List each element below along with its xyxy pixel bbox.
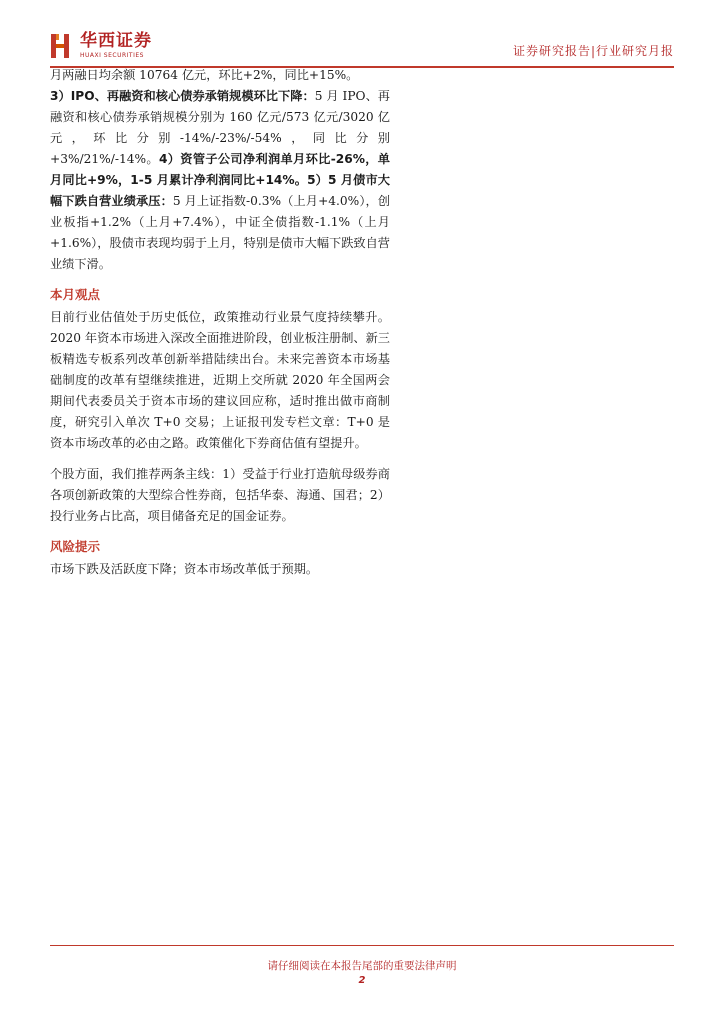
text-asset-mgmt-heading: 4）资管子公司净利润单月环比-26%，单月同比+9%，1-5 月累计净利润同比+14%。5）5 月债市大幅下跌自营业绩承压： [50,152,390,208]
report-body [50,65,390,580]
text-market-detail: 5 月上证指数-0.3%（上月+4.0%），创业板指+1.2%（上月+7.4%），中证全债指数-1.1%（上月+1.6%），股债市表现均弱于上月，特别是债市大幅下跌致自营业绩下滑。 [50,194,391,271]
paragraph-monthly-view: 目前行业估值处于历史低位，政策推动行业景气度持续攀升。2020 年资本市场进入深改全面推进阶段，创业板注册制、新三板精选专板系列改革创新举措陆续出台。未来完善资本市场基础制度的改革有望继续推进，近期上交所就 2020 年全国两会期间代表委员关于资本市场的建议回应称，适时推出做市商制度，研究引入单次 T+0 交易；上证报刊发专栏文章：T+0 是资本市场改革的必由之路。政策催化下券商估值有望提升。 [50,310,390,450]
text-ipo-heading: 3）IPO、再融资和核心债券承销规模环比下降： [50,89,315,103]
logo-name-cn: 华西证券 [80,31,152,51]
footer-divider [50,945,674,946]
legal-notice: 请仔细阅读在本报告尾部的重要法律声明 [267,960,457,972]
page-number: 2 [358,975,366,986]
paragraph-stock-picks: 个股方面，我们推荐两条主线：1）受益于行业打造航母级券商各项创新政策的大型综合性券商，包括华泰、海通、国君；2）投行业务占比高，项目储备充足的国金证券。 [50,467,390,523]
logo-name-en: HUAXI SECURITIES [80,52,144,59]
text-margin-balance: 月两融日均余额 10764 亿元，环比+2%，同比+15%。 [50,68,359,82]
section-title-risk: 风险提示 [50,539,101,554]
paragraph-industry-data [50,65,390,275]
paragraph-risk: 市场下跌及活跃度下降；资本市场改革低于预期。 [50,562,319,576]
company-logo [50,32,152,60]
page-header [50,28,674,68]
huaxi-logo-icon [50,32,72,60]
report-type: 证券研究报告|行业研究月报 [512,44,674,58]
text-ipo-detail: 5 月 IPO、再融资和核心债券承销规模分别为 160 亿元/573 亿元/3020 亿元，环比分别-14%/-23%/-54%，同比分别+3%/21%/-14%。 [50,89,390,166]
section-title-monthly-view: 本月观点 [50,287,101,302]
